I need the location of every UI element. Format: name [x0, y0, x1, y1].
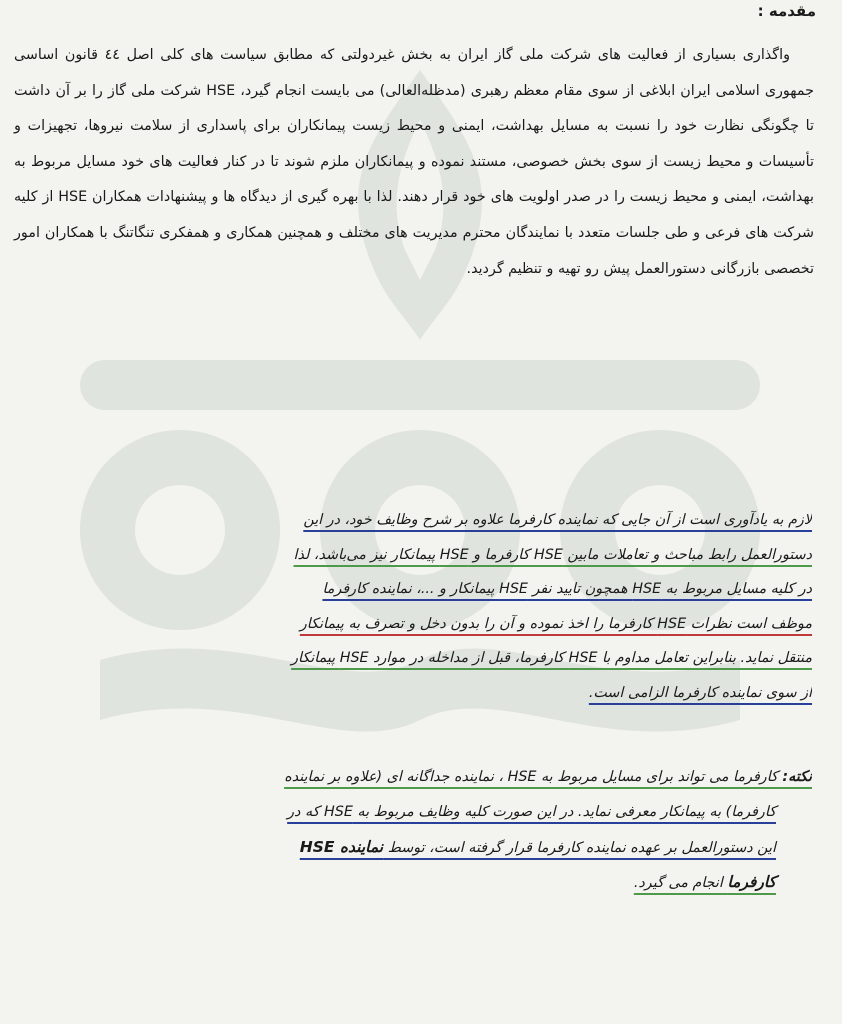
note-emphasis: کارفرما — [727, 873, 776, 892]
reminder-line: موظف است نظرات HSE کارفرما را اخذ نموده و آن را بدون دخل و تصرف به پیمانکار — [299, 615, 812, 632]
note-paragraph — [12, 760, 812, 901]
reminder-line: دستورالعمل رابط مباحث و تعاملات مابین HSE کارفرما و HSE پیمانکار نیز می‌باشد، لذا — [293, 546, 812, 563]
note-label: نکته: — [782, 769, 812, 785]
note-line: کارفرما) به پیمانکار معرفی نماید. در این صورت کلیه وظایف مربوط به HSE که در — [287, 803, 776, 820]
intro-paragraph — [14, 38, 814, 287]
reminder-paragraph — [12, 503, 812, 710]
note-emphasis: نماینده HSE — [299, 837, 384, 856]
reminder-line: لازم به یادآوری است از آن جایی که نماینده کارفرما علاوه بر شرح وظایف خود، در این — [303, 512, 812, 528]
reminder-line: در کلیه مسایل مربوط به HSE همچون تایید نفر HSE پیمانکار و ...، نماینده کارفرما — [322, 581, 812, 597]
intro-paragraph-text: واگذاری بسیاری از فعالیت های شرکت ملی گاز ایران به بخش غیردولتی که مطابق سیاست های کلی اصل ٤٤ قانون اساسی جمهوری اسلامی ایران ابلاغی از سوی مقام معظم رهبری (مدظله‌العالی) می بایست انجام گیرد، HSE شرکت ملی گاز را بر آن داشت تا چگونگی نظارت خود را نسبت به مسایل بهداشت، ایمنی و محیط زیست پیمانکاران برای پاسداری از سلامت نیروها، تجهیزات و تأسیسات و محیط زیست از سوی بخش خصوصی، مستند نموده و پیمانکاران ملزم شوند تا در کنار فعالیت های خود مسایل مربوط به بهداشت، ایمنی و محیط زیست را در صدر اولویت های خود قرار دهند. لذا با بهره گیری از دیدگاه ها و پیشنهادات همکاران HSE از کلیه شرکت های فرعی و طی جلسات متعدد با نمایندگان محترم مدیریت های مختلف و همچنین همکاری و همفکری تنگاتنگ با همکاران امور تخصصی بازرگانی دستورالعمل پیش رو تهیه و تنظیم گردید. — [14, 47, 814, 277]
note-line: این دستورالعمل بر عهده نماینده کارفرما قرار گرفته است، توسط نماینده HSE — [299, 837, 776, 856]
reminder-line: منتقل نماید. بنابراین تعامل مداوم با HSE کارفرما، قبل از مداخله در موارد HSE پیمانکار — [291, 650, 812, 666]
section-heading: مقدمه : — [757, 2, 816, 20]
note-line: کارفرما انجام می گیرد. — [633, 873, 776, 892]
note-line: نکته: کارفرما می تواند برای مسایل مربوط به HSE ، نماینده جداگانه ای (علاوه بر نماینده — [284, 769, 812, 785]
reminder-line: از سوی نماینده کارفرما الزامی است. — [588, 684, 812, 701]
